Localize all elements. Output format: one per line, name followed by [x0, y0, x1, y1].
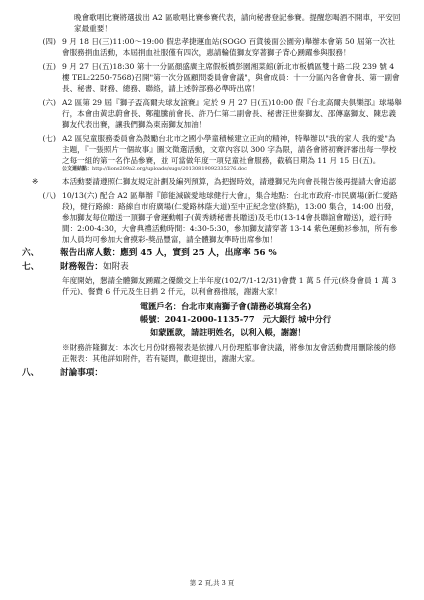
bank-account-number: 帳號：2041-2000-1135-77 元大銀行 城中分行	[140, 314, 332, 324]
item-number: (七)	[42, 134, 56, 143]
note-block	[32, 176, 402, 187]
note-text: 本活動要請遵照仁獅友規定計劃及編列預算，為把握時效，請遵獅兄先向會長報告後再提請大會追認	[62, 177, 397, 186]
bank-info	[22, 300, 402, 339]
section-number: 六、	[22, 248, 40, 258]
section-number: 七、	[22, 262, 40, 272]
link-label: 公文連結點：	[62, 166, 93, 172]
list-item	[22, 190, 402, 245]
item-text: 9 月 18 日(三)11:00～19:00 假忠孝捷運血站(SOGO 百貨後面公園旁)舉辦本會第 50 屆第一次社會服務捐血活動，本屆捐血社服僅有四次，惠請輪值獅友穿著獅子背心踴躍參與服務！	[62, 37, 396, 57]
list-item	[22, 133, 402, 173]
section-attendance	[22, 248, 402, 259]
section-discussion	[22, 368, 402, 379]
list-item	[22, 36, 402, 58]
section-text: 討論事項：	[60, 368, 103, 378]
item-text: 9 月 27 日(五)18:30 第十一分區顏盛廣主席假板橋彭園湘菜館(新北市板橋區雙十路二段 239 號 4 樓 TEL:2250-7568)召開"第一次分區顧問委員會會議"，與會成員：十一分區內各會會長、第一副會長、秘書、財務、總務、聯絡，請上述幹部務必準時出席！	[62, 62, 400, 93]
section-number: 八、	[22, 368, 40, 378]
bank-account-name: 電匯戶名：台北市東南獅子會(請務必填寫全名)	[140, 301, 312, 311]
section-finance	[22, 262, 402, 273]
list-item	[22, 61, 402, 94]
intro-paragraph: 晚會歌唱比賽將選拔出 A2 區歌唱比賽參賽代表，請向秘書登記參賽。提醒您喝酒不開車，平安回家最重要！	[74, 13, 401, 33]
item-number: (四)	[42, 37, 56, 46]
item-text: 10/13(六) 配合 A2 區舉辦『節能減碳愛地球健行大會』，集合地點：台北市政府-市民廣場(新仁愛路段)，健行路線：路線自市府廣場(仁愛路林蔭大道)至中正紀念堂(終點)，13:00 集合，14:00 出發，參加獅友每位贈送一頂獅子會運動帽子(黃秀綉秘書長贈送)及毛巾(13-14會長聯誼會贈送)，遊行時間：2:00-4:30，大會典禮活動時間：4:30-5:30，參加獅友請穿著 13-14 紫色運動衫參加，所有參加人員均可參加大會摸彩-獎品豐富，請全體獅友準時出席參加！	[62, 191, 399, 244]
item-text-content: A2 區兒童服務委員會為鼓勵台北市之國小學童積極建立正向的精神，特舉辦以"我的家人 我的愛"為主題，『一張照片一個故事』圖文徵選活動，文章內容以 300 字為限，請各會將初賽評審出每一學校之每一組的第一名作品參賽，並 可當做年度一項兒童社會服務，截稿日期為 11 月 15 日(五)。	[62, 134, 397, 165]
finance-paragraph: 年度開始，懇請全體獅友踴躍之優繳交上半年度(102/7/1-12/31)會費 1 萬 5 仟元(終身會員 1 萬 3 仟元)、餐費 6 仟元及生日捐 2 仟元，以利會務推展，謝謝大家！	[62, 276, 397, 296]
item-text	[62, 133, 402, 173]
list-item	[22, 97, 402, 130]
section-attachment-ref: 如附表	[102, 262, 129, 272]
section-title: 財務報告：	[60, 262, 103, 272]
item-text: A2 區第 29 屆『獅子盃高爾夫球友誼賽』定於 9 月 27 日(五)10:00 假『台北高爾夫俱樂部』球場舉行，本會由黃忠蔚會長、鄭龍騰前會長、許乃仁第二副會長、秘書汪世秦獅友、邵傳嘉獅友、陳忠義獅友代表出賽，讓我們獅為東南獅友加油！	[62, 98, 402, 129]
bank-remark: 如蒙匯款，請註明姓名，以利入帳，謝謝！	[150, 327, 306, 337]
section-text: 報告出席人數：應到 45 人，實到 25 人，出席率 56 %	[60, 248, 277, 258]
item-number: (五)	[42, 62, 56, 71]
item-number: (八)	[42, 191, 56, 200]
link-url[interactable]: http://lions209a2.org/uploads/sugo/20130819092335276.doc	[92, 166, 247, 172]
document-link[interactable]	[62, 166, 402, 173]
item-number: (六)	[42, 98, 56, 107]
finance-note: ※財務許隆獅友：本次七月份財務報表是依據八月份理監事會決議，將參加友會活動費用刪除後的修正報表：其他詳如附件，若有疑問，歡迎提出，謝謝大家。	[62, 343, 397, 363]
page-footer: 第 2 頁,共 3 頁	[189, 579, 235, 587]
reference-mark-icon: ※	[32, 177, 39, 186]
